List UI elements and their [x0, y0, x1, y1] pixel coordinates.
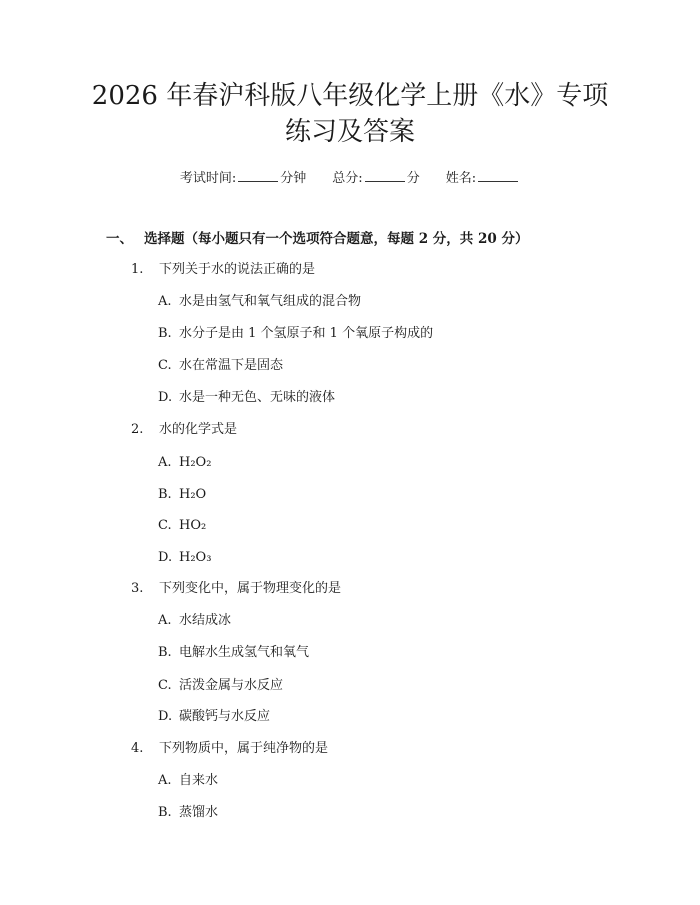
question-text: 水的化学式是: [159, 422, 238, 437]
option-letter: D.: [158, 709, 173, 724]
option-text: H₂O₃: [179, 550, 212, 565]
total-score-blank: [365, 169, 405, 182]
option-1b: [158, 324, 433, 344]
option-letter: A.: [158, 294, 172, 309]
option-text: 自来水: [179, 773, 219, 788]
question-3: [131, 579, 341, 599]
question-number: 3.: [131, 581, 144, 596]
option-1a: [158, 292, 361, 312]
title-line-1: 2026 年春沪科版八年级化学上册《水》专项: [91, 81, 609, 111]
option-text: 活泼金属与水反应: [179, 678, 284, 693]
option-3a: [158, 611, 231, 631]
question-text: 下列物质中，属于纯净物的是: [159, 741, 329, 756]
option-2c: [158, 516, 206, 536]
exam-time-unit: 分钟: [280, 171, 307, 186]
question-1: [131, 260, 315, 280]
option-letter: B.: [158, 326, 172, 341]
total-score-unit: 分: [406, 171, 420, 186]
option-letter: C.: [158, 358, 172, 373]
option-letter: B.: [158, 645, 172, 660]
exam-time-blank: [238, 169, 278, 182]
option-letter: A.: [158, 613, 172, 628]
option-3b: [158, 643, 309, 663]
option-3c: [158, 676, 283, 696]
section-number: 一、: [106, 231, 133, 247]
option-letter: A.: [158, 455, 172, 470]
option-1c: [158, 356, 283, 376]
option-letter: C.: [158, 518, 172, 533]
option-text: 水是一种无色、无味的液体: [179, 390, 336, 405]
option-letter: A.: [158, 773, 172, 788]
option-letter: B.: [158, 487, 172, 502]
option-letter: D.: [158, 390, 173, 405]
option-text: 碳酸钙与水反应: [179, 709, 271, 724]
option-letter: D.: [158, 550, 173, 565]
option-text: HO₂: [179, 518, 207, 533]
option-letter: C.: [158, 678, 172, 693]
question-text: 下列变化中，属于物理变化的是: [159, 581, 342, 596]
question-number: 4.: [131, 741, 144, 756]
name-label: 姓名:: [445, 171, 477, 186]
option-letter: B.: [158, 805, 172, 820]
option-1d: [158, 388, 335, 408]
option-2a: [158, 453, 211, 473]
question-text: 下列关于水的说法正确的是: [159, 262, 316, 277]
option-2d: [158, 548, 211, 568]
option-text: 水分子是由 1 个氢原子和 1 个氧原子构成的: [179, 326, 434, 341]
question-number: 2.: [131, 422, 144, 437]
total-score-label: 总分:: [332, 171, 363, 186]
option-text: 水在常温下是固态: [179, 358, 284, 373]
title-line-2: 练习及答案: [284, 117, 415, 147]
option-text: H₂O: [179, 487, 207, 502]
option-4a: [158, 771, 218, 791]
option-3d: [158, 707, 270, 727]
section-heading: [106, 229, 528, 249]
option-4b: [158, 803, 218, 823]
option-text: 电解水生成氢气和氧气: [179, 645, 310, 660]
option-2b: [158, 485, 206, 505]
option-text: 水是由氢气和氧气组成的混合物: [179, 294, 362, 309]
question-4: [131, 739, 328, 759]
exam-info-line: [0, 169, 700, 188]
name-blank: [478, 169, 518, 182]
document-title: [60, 78, 640, 150]
option-text: H₂O₂: [179, 455, 212, 470]
question-number: 1.: [131, 262, 144, 277]
exam-time-label: 考试时间:: [179, 171, 237, 186]
option-text: 蒸馏水: [179, 805, 219, 820]
option-text: 水结成冰: [179, 613, 232, 628]
question-2: [131, 420, 237, 440]
section-title: 选择题（每小题只有一个选项符合题意，每题 2 分，共 20 分）: [144, 231, 529, 247]
